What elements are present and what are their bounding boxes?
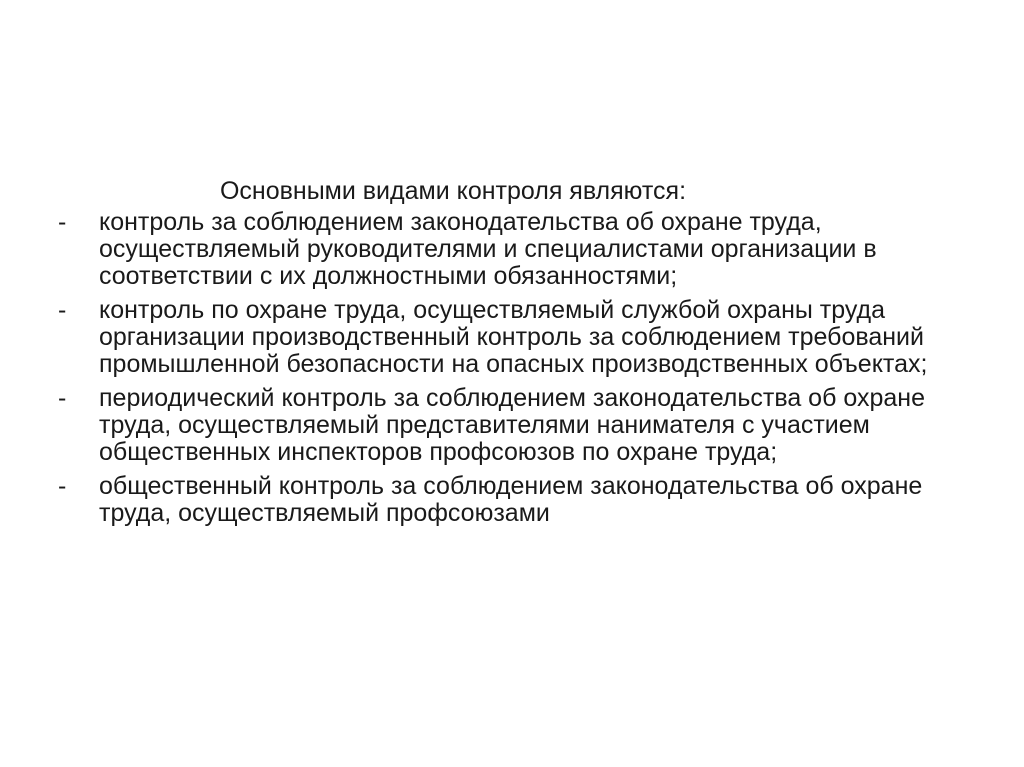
bullet-dash: -: [58, 208, 67, 236]
slide-content: [58, 176, 958, 534]
bullet-dash: -: [58, 472, 67, 500]
slide-heading: Основными видами контроля являются:: [219, 177, 687, 205]
bullet-dash: -: [58, 384, 67, 412]
bullet-list: [58, 209, 958, 527]
list-item: [58, 209, 958, 290]
list-item-text: общественный контроль за соблюдением законодательства об охране труда, осуществляемый профсоюзами: [99, 472, 923, 527]
bullet-dash: -: [58, 296, 67, 324]
list-item-text: периодический контроль за соблюдением законодательства об охране труда, осуществляемый представителями нанимателя с участием общественных инспекторов профсоюзов по охране труда;: [99, 384, 925, 466]
list-item-text: контроль за соблюдением законодательства об охране труда, осуществляемый руководителями и специалистами организации в соответствии с их должностными обязанностями;: [99, 208, 877, 290]
list-item-text: контроль по охране труда, осуществляемый службой охраны труда организации производственный контроль за соблюдением требований промышленной безопасности на опасных производственных объектах;: [99, 296, 928, 378]
list-item: [58, 385, 958, 466]
list-item: [58, 297, 958, 378]
list-item: [58, 473, 958, 527]
